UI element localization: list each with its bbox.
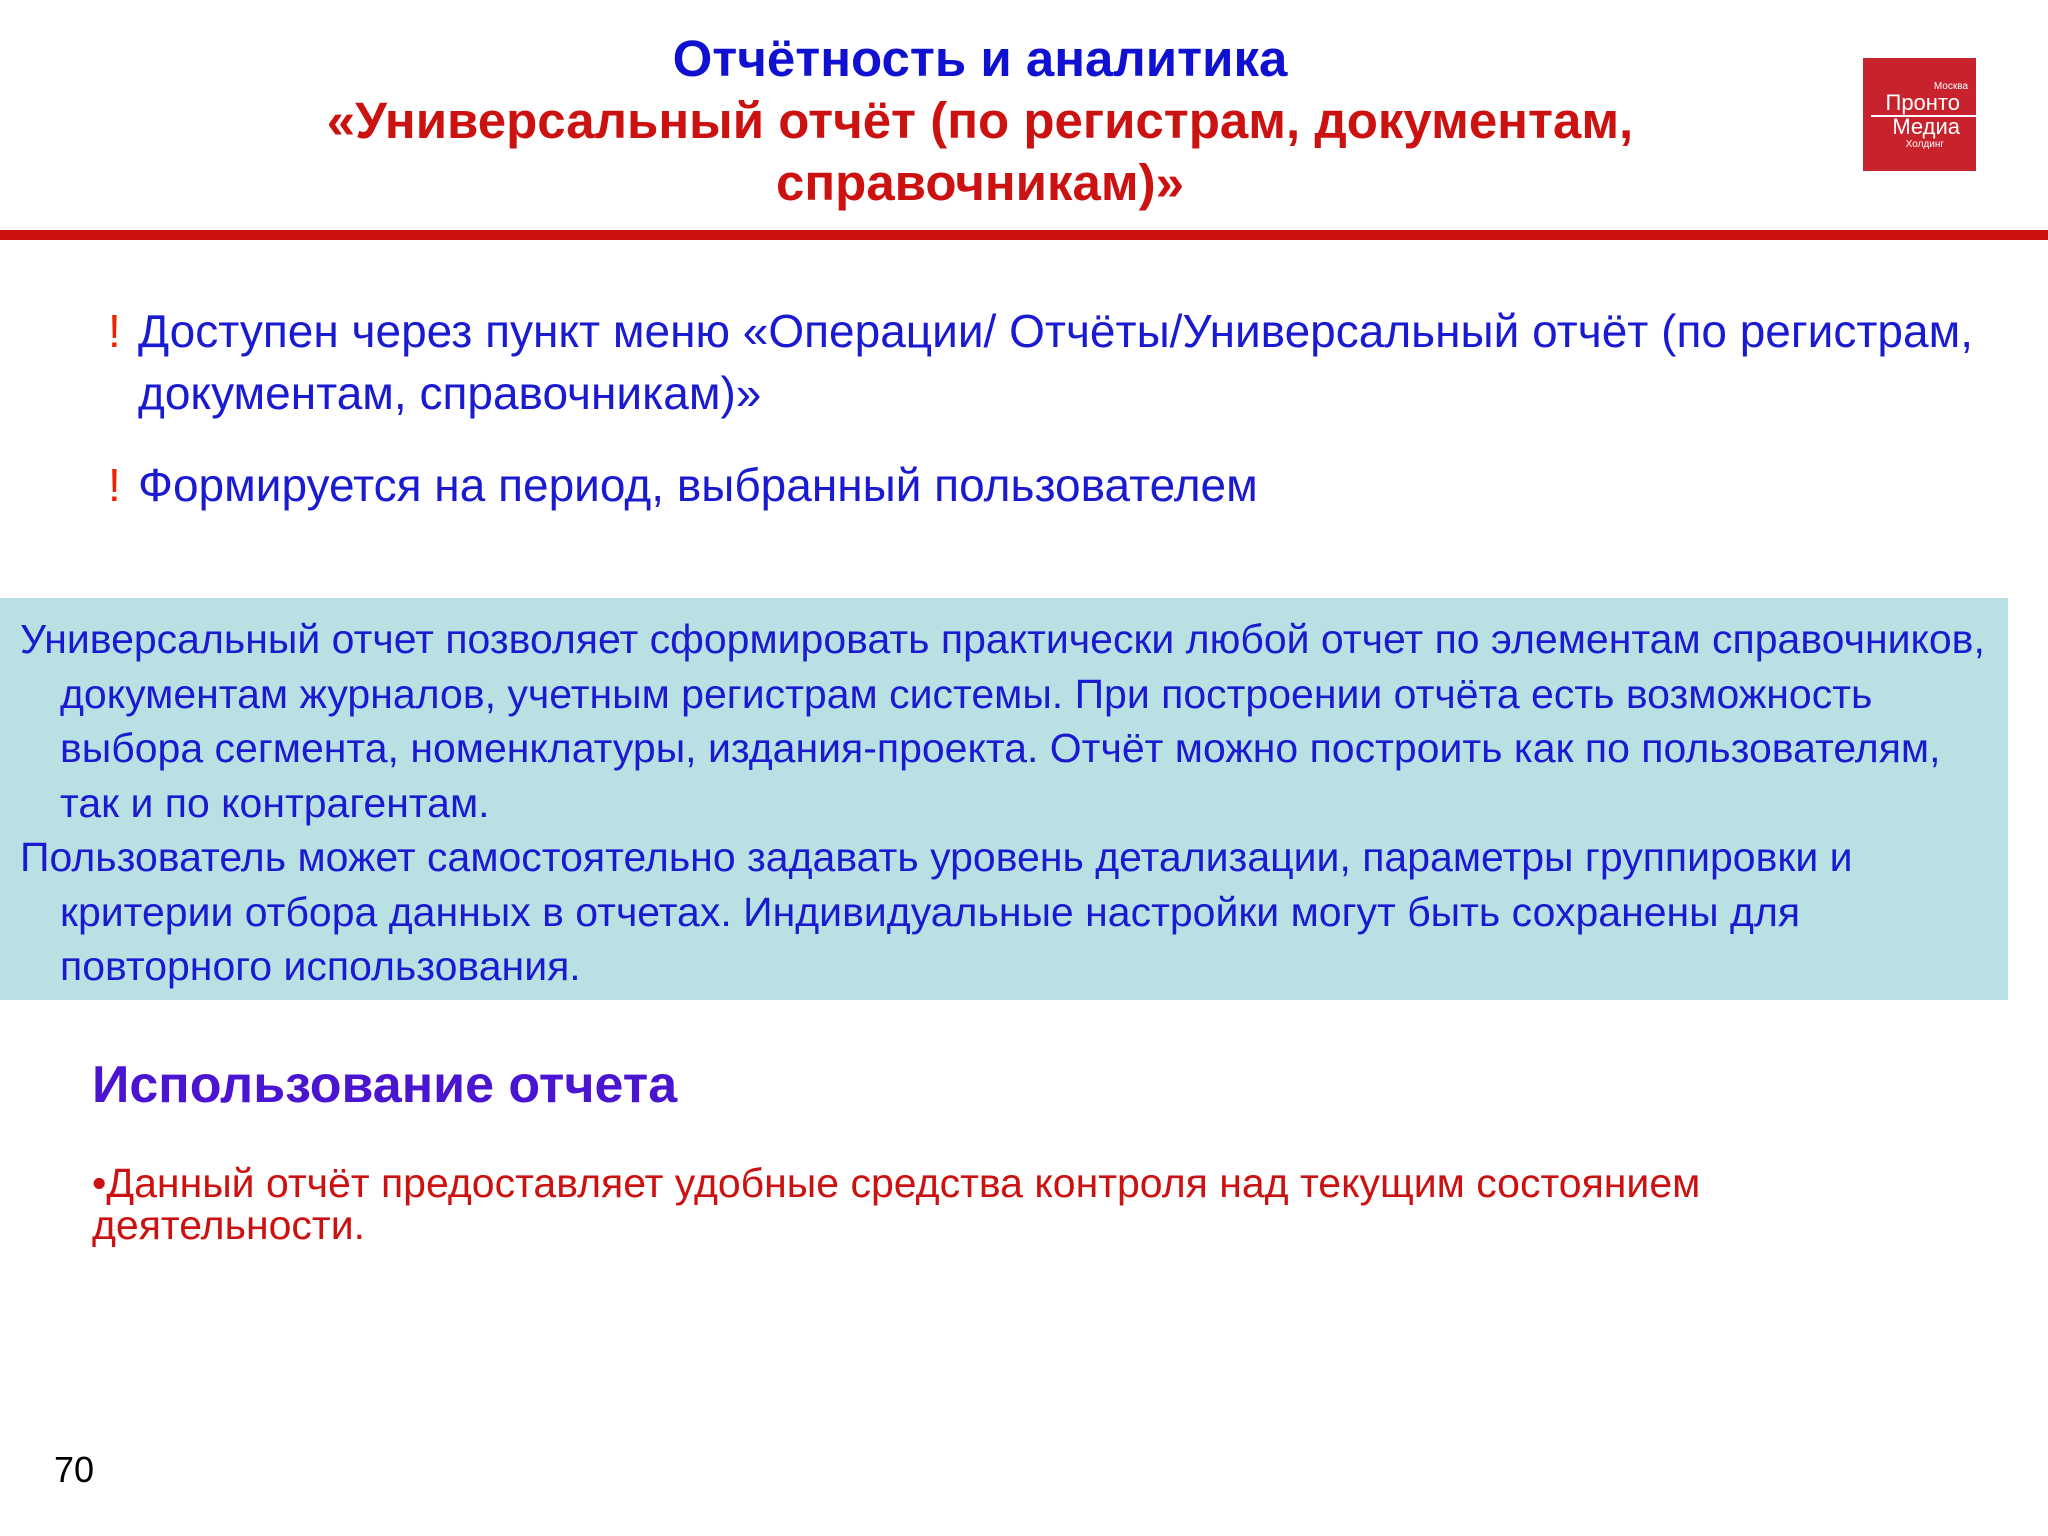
- key-point: [100, 300, 1980, 424]
- logo-city-text: Москва: [1933, 81, 1968, 92]
- description-paragraph-2: Пользователь может самостоятельно задавать уровень детализации, параметры группировки и критерии отбора данных в отчетах. Индивидуальные настройки могут быть сохранены для повторного использования.: [20, 834, 1853, 989]
- logo-holding-text: Холдинг: [1905, 139, 1944, 150]
- exclamation-icon: !: [108, 459, 121, 511]
- key-point-text: Формируется на период, выбранный пользователем: [138, 459, 1258, 511]
- company-logo: [1863, 58, 1976, 171]
- page-number: 70: [54, 1449, 95, 1490]
- logo-word-2: Медиа: [1892, 114, 1960, 139]
- usage-bullet: •Данный отчёт предоставляет удобные средства контроля над текущим состоянием деятельности.: [92, 1160, 1701, 1248]
- description-paragraph-1: Универсальный отчет позволяет сформировать практически любой отчет по элементам справочников, документам журналов, учетным регистрам системы. При построении отчёта есть возможность выбора сегмента, номенклатуры, издания-проекта. Отчёт можно построить как по пользователям, так и по контрагентам.: [20, 616, 1985, 826]
- key-point-text: Доступен через пункт меню «Операции/ Отчёты/Универсальный отчёт (по регистрам, документам, справочникам)»: [138, 305, 1973, 419]
- description-box: [0, 598, 2008, 1000]
- exclamation-icon: !: [108, 305, 121, 357]
- usage-heading: Использование отчета: [92, 1056, 678, 1114]
- key-points-list: [100, 300, 1980, 516]
- header-divider: [0, 230, 2048, 240]
- key-point: [100, 454, 1980, 516]
- slide-title: [230, 28, 1730, 214]
- logo-word-1: Пронто: [1885, 90, 1960, 115]
- title-line-1: Отчётность и аналитика: [672, 30, 1288, 87]
- title-line-2: «Универсальный отчёт (по регистрам, документам, справочникам)»: [326, 92, 1634, 211]
